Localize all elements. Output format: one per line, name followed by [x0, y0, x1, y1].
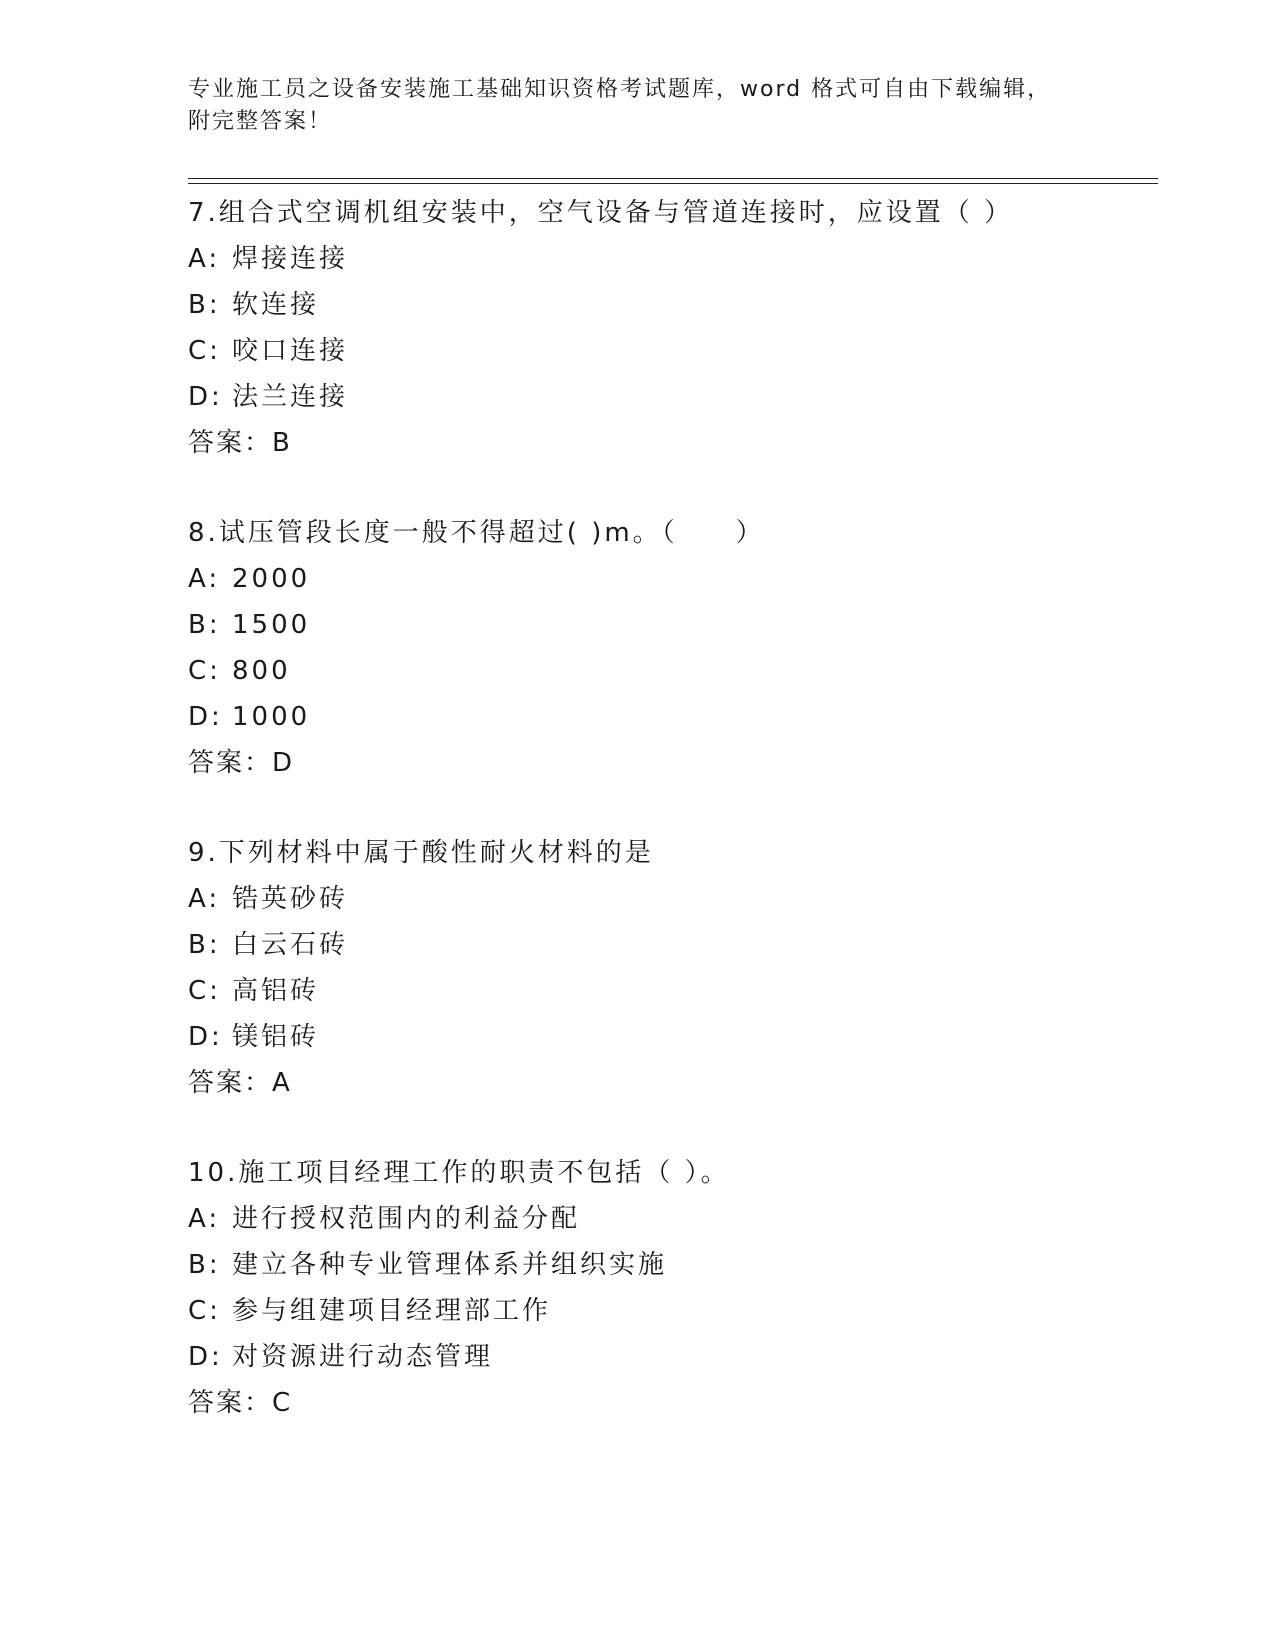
question-item — [188, 510, 1158, 786]
question-option — [188, 328, 1158, 374]
option-text: 800 — [232, 656, 291, 686]
question-option — [188, 1288, 1158, 1334]
question-answer: 答案：C — [188, 1388, 293, 1418]
question-option — [188, 922, 1158, 968]
option-letter: A: — [188, 564, 221, 594]
question-answer: 答案：B — [188, 428, 292, 458]
option-text: 进行授权范围内的利益分配 — [232, 1204, 581, 1234]
question-item — [188, 830, 1158, 1106]
option-letter: A: — [188, 884, 221, 914]
question-option — [188, 968, 1158, 1014]
option-text: 白云石砖 — [232, 930, 349, 960]
option-letter: D: — [188, 1022, 223, 1052]
option-letter: D: — [188, 382, 223, 412]
question-option — [188, 1242, 1158, 1288]
header-divider-bottom — [188, 183, 1158, 184]
option-letter: C: — [188, 656, 221, 686]
option-text: 高铝砖 — [232, 976, 320, 1006]
option-text: 参与组建项目经理部工作 — [232, 1296, 552, 1326]
question-title: 9.下列材料中属于酸性耐火材料的是 — [188, 838, 654, 868]
option-letter: B: — [188, 930, 221, 960]
question-list — [188, 190, 1158, 1470]
question-option — [188, 602, 1158, 648]
option-letter: B: — [188, 1250, 221, 1280]
option-text: 建立各种专业管理体系并组织实施 — [232, 1250, 668, 1280]
question-option — [188, 648, 1158, 694]
option-letter: C: — [188, 976, 221, 1006]
question-title: 7.组合式空调机组安装中，空气设备与管道连接时，应设置（ ） — [188, 198, 1014, 228]
question-option — [188, 1196, 1158, 1242]
option-text: 咬口连接 — [232, 336, 349, 366]
question-option — [188, 694, 1158, 740]
option-letter: C: — [188, 1296, 221, 1326]
question-option — [188, 374, 1158, 420]
option-text: 软连接 — [232, 290, 320, 320]
option-text: 对资源进行动态管理 — [232, 1342, 494, 1372]
option-letter: A: — [188, 1204, 221, 1234]
question-option — [188, 282, 1158, 328]
option-text: 2000 — [232, 564, 311, 594]
option-text: 1000 — [232, 702, 311, 732]
question-title: 10.施工项目经理工作的职责不包括（ ）。 — [188, 1158, 730, 1188]
option-letter: A: — [188, 244, 221, 274]
option-text: 法兰连接 — [232, 382, 349, 412]
question-option — [188, 1334, 1158, 1380]
option-letter: D: — [188, 1342, 223, 1372]
option-letter: D: — [188, 702, 223, 732]
question-title: 8.试压管段长度一般不得超过( )m。（ ） — [188, 518, 765, 548]
question-item — [188, 190, 1158, 466]
header-line-2: 附完整答案！ — [188, 109, 333, 134]
question-item — [188, 1150, 1158, 1426]
document-header — [188, 74, 1158, 138]
option-letter: B: — [188, 290, 221, 320]
option-letter: B: — [188, 610, 221, 640]
question-answer: 答案：D — [188, 748, 295, 778]
header-line-1: 专业施工员之设备安装施工基础知识资格考试题库，word 格式可自由下载编辑， — [188, 77, 1052, 102]
question-option — [188, 556, 1158, 602]
option-text: 焊接连接 — [232, 244, 349, 274]
question-option — [188, 1014, 1158, 1060]
option-text: 1500 — [232, 610, 311, 640]
option-letter: C: — [188, 336, 221, 366]
question-option — [188, 876, 1158, 922]
question-option — [188, 236, 1158, 282]
question-answer: 答案：A — [188, 1068, 292, 1098]
header-divider-top — [188, 178, 1158, 179]
option-text: 锆英砂砖 — [232, 884, 349, 914]
option-text: 镁铝砖 — [232, 1022, 320, 1052]
